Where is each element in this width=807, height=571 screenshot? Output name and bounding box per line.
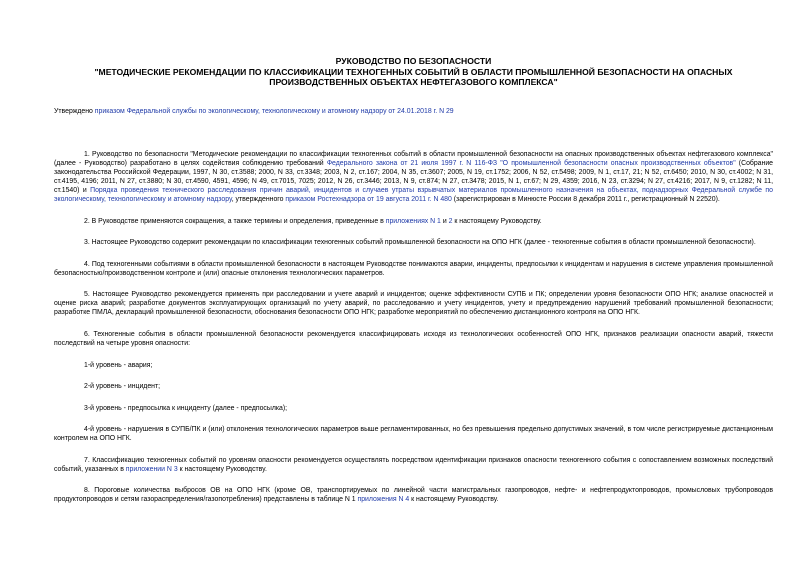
p7-text-1: 7. Классификацию техногенных событий по уровням опасности рекомендуется осуществлять посредством идентификации признаков опасности техногенного события с сопоставлением возможных последствий событий, указанных в bbox=[54, 456, 773, 473]
p1-text-3: , утвержденного bbox=[231, 196, 286, 204]
paragraph-3: 3. Настоящее Руководство содержит рекомендации по классификации техногенных событий промышленной безопасности на ОПО НГК (далее - техногенные события в области промышленной безопасности). bbox=[84, 239, 756, 247]
paragraph-7 bbox=[54, 456, 773, 474]
p1-text-1: 1. Руководство по безопасности "Методические рекомендации по классификации техногенных событий в области промышленной безопасности на опасных производственных объектах нефтегазового комплекса" (далее - Руководство) разработано в целях содействия соблюдению требований bbox=[54, 150, 773, 167]
approval-line bbox=[54, 107, 773, 116]
federal-law-link[interactable]: Федерального закона от 21 июля 1997 г. N 116-ФЗ "О промышленной безопасности опасных производственных объектов" bbox=[326, 159, 736, 167]
p2-text-3: к настоящему Руководству. bbox=[452, 217, 542, 225]
p1-text-2: (Собрание законодательства Российской Федерации, 1997, N 30, ст.3588; 2000, N 33, ст.3348; 2003, N 2, ст.167; 2004, N 35, ст.3607; 2005, N 19, ст.1752; 2006, N 52, ст.5498; 2009, N 1, ст.17, 21; N 52, ст.6450; 2010, N 30, ст.4002; N 31, ст.4195, 4196; 2011, N 27, ст.3880; N 30, ст.4590, 4591, 4596; N 49, ст.7015, 7025; 2012, N 26, ст.3446; 2013, N 9, ст.874; N 27, ст.3478; 2015, N 1, ст.67; N 29, 4359; 2016, N 23, ст.3294; N 27, ст.4216; 2017, N 9, ст.1282; N 11, ст.1540) и bbox=[54, 159, 773, 195]
p1-text-4: (зарегистрирован в Минюсте России 8 декабря 2011 г., регистрационный N 22520). bbox=[451, 196, 720, 204]
p2-text-1: 2. В Руководстве применяются сокращения, а также термины и определения, приведенные в bbox=[84, 217, 386, 225]
rostekhnadzor-order-link[interactable]: приказом Ростехнадзора от 19 августа 2011 г. N 480 bbox=[285, 196, 452, 204]
appendix-3-link[interactable]: приложении N 3 bbox=[125, 465, 178, 473]
paragraph-1 bbox=[54, 150, 773, 205]
title-line-1: РУКОВОДСТВО ПО БЕЗОПАСНОСТИ bbox=[335, 56, 492, 66]
paragraph-5: 5. Настоящее Руководство рекомендуется применять при расследовании и учете аварий и инцидентов; оценке эффективности СУПБ и ПК; определении уровня безопасности ОПО НГК; анализе опасностей и оценке риска аварий; разработке документов эксплуатирующих организаций по учету аварий, по расследованию и учету инцидентов, учету и предупреждению нарушений требований промышленной безопасности; разработке ПМЛА, деклараций промышленной безопасности, обоснования безопасности ОПО НГК; разработке мероприятий по обеспечению дистанционного контроля на ОПО НГК. bbox=[54, 291, 773, 317]
paragraph-8 bbox=[54, 486, 773, 504]
appendix-1-link[interactable]: приложениях N 1 bbox=[385, 217, 441, 225]
paragraph-4: 4. Под техногенными событиями в области промышленной безопасности в настоящем Руководстве понимаются аварии, инциденты, предпосылки к инцидентам и нарушения в системе управления промышленной безопасностью/производственном контроле и (или) опасные отклонения технологических параметров. bbox=[54, 260, 773, 277]
paragraph-6: 6. Техногенные события в области промышленной безопасности рекомендуется классифицировать исходя из технологических особенностей ОПО НГК, признаков реализации опасности аварий, тяжести последствий на четыре уровня опасности: bbox=[54, 330, 773, 348]
approval-order-link[interactable]: приказом Федеральной службы по экологическому, технологическому и атомному надзору от 24.01.2018 г. N 29 bbox=[94, 107, 454, 115]
level-1-item: 1-й уровень - авария; bbox=[84, 361, 153, 369]
title-line-3: ПРОИЗВОДСТВЕННЫХ ОБЪЕКТАХ НЕФТЕГАЗОВОГО КОМПЛЕКСА" bbox=[269, 77, 558, 88]
appendix-2-link[interactable]: 2 bbox=[448, 217, 453, 225]
level-3-item: 3-й уровень - предпосылка к инциденту (далее - предпосылка); bbox=[84, 404, 288, 412]
level-4-item: 4-й уровень - нарушения в СУПБ/ПК и (или) отклонения технологических параметров выше регламентированных, но без превышения предельно допустимых значений, в том числе регистрируемые дистанционным контролем на ОПО НГК. bbox=[54, 425, 773, 443]
p8-text-1: 8. Пороговые количества выбросов ОВ на ОПО НГК (кроме ОВ, транспортируемых по линейной части магистральных газопроводов, нефте- и нефтепродуктопроводов, промысловых трубопроводов продуктопроводов и сетям газораспределения/газопотребления) представлены в таблице N 1 bbox=[54, 487, 773, 504]
p8-text-2: к настоящему Руководству. bbox=[409, 496, 499, 504]
appendix-4-link[interactable]: приложения N 4 bbox=[357, 496, 410, 504]
p7-text-2: к настоящему Руководству. bbox=[177, 465, 267, 473]
document-title bbox=[54, 56, 773, 88]
p2-text-2: и bbox=[440, 217, 449, 225]
title-line-2: "МЕТОДИЧЕСКИЕ РЕКОМЕНДАЦИИ ПО КЛАССИФИКАЦИИ ТЕХНОГЕННЫХ СОБЫТИЙ В ОБЛАСТИ ПРОМЫШЛЕННОЙ БЕЗОПАСНОСТИ НА ОПАСНЫХ bbox=[94, 66, 733, 77]
document-body bbox=[54, 150, 773, 505]
paragraph-2 bbox=[54, 217, 773, 226]
approval-prefix: Утверждено bbox=[54, 107, 95, 115]
investigation-procedure-link[interactable]: Порядка проведения технического расследования причин аварий, инцидентов и случаев утраты взрывчатых материалов промышленного назначения на объектах, поднадзорных Федеральной службе по экологическому, технологическому и атомному надзору bbox=[54, 187, 773, 204]
level-2-item: 2-й уровень - инцидент; bbox=[84, 383, 161, 391]
